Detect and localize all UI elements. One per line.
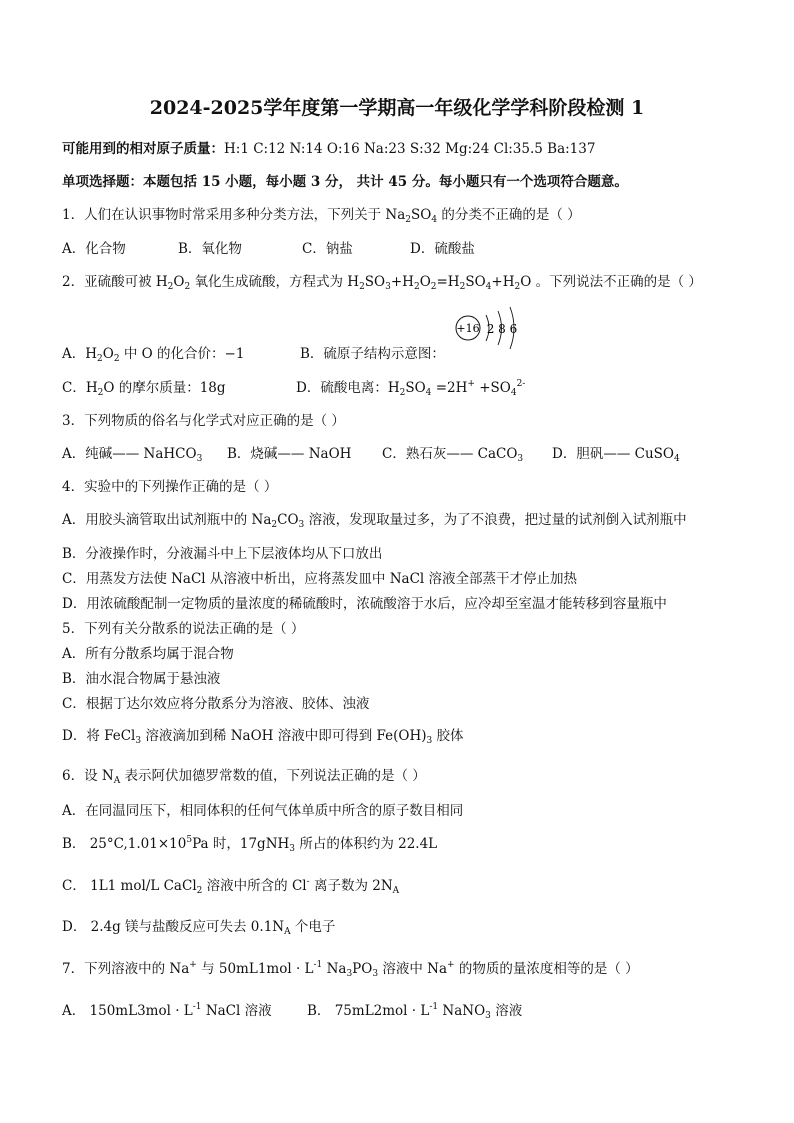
question-1-options — [62, 240, 475, 258]
question-7-options — [62, 1002, 522, 1020]
question-5-stem: 5．下列有关分散系的说法正确的是（ ） — [62, 621, 305, 637]
q5-option-d[interactable]: D．将 FeCl$_3$ 溶液滴加到稀 NaOH 溶液中即可得到 $Fe(OH)_3$ 胶体 — [62, 728, 464, 746]
q7-option-a[interactable]: A． $150mL3mol \cdot L^{-1}$ NaCl 溶液 — [62, 1002, 272, 1019]
question-6-stem: 6．设 $N_A$ 表示阿伏加德罗常数的值，下列说法正确的是（ ） — [62, 768, 426, 786]
q6-option-a[interactable]: A．在同温同压下，相同体积的任何气体单质中所含的原子数目相同 — [62, 803, 464, 819]
q1-option-b[interactable]: B．氧化物 — [178, 241, 242, 257]
q3-option-d[interactable]: D．胆矾—— CuSO$_4$ — [552, 446, 680, 464]
q3-option-c[interactable]: C．熟石灰—— CaCO$_3$ — [382, 446, 524, 464]
question-3-stem: 3．下列物质的俗名与化学式对应正确的是（ ） — [62, 413, 345, 429]
q6-option-b[interactable]: B． $25^\circ C,1.01\times 10^5Pa$ 时，17gNH$_3$ 所占的体积约为 22.4L — [62, 835, 438, 854]
question-2-stem: 2．亚硫酸可被 $H_2O_2$ 氧化生成硫酸，方程式为 $H_2SO_3+H_2O_2=H_2SO_4+H_2O$ 。下列说法不正确的是（ ） — [62, 274, 702, 292]
question-3-options — [62, 445, 680, 463]
sulfur-atom-diagram — [452, 303, 524, 353]
q7-option-b[interactable]: B． $75mL2mol \cdot L^{-1}$ NaNO$_3$ 溶液 — [307, 1002, 523, 1021]
q4-option-c[interactable]: C．用蒸发方法使 NaCl 从溶液中析出，应将蒸发皿中 NaCl 溶液全部蒸干才停止加热 — [62, 571, 578, 587]
q2-option-b[interactable]: B．硫原子结构示意图： — [300, 346, 445, 362]
question-2-options-cd — [62, 379, 525, 397]
q3-option-b[interactable]: B．烧碱—— NaOH — [227, 446, 352, 462]
atomic-mass-values: H:1 C:12 N:14 O:16 Na:23 S:32 Mg:24 Cl:35.5 Ba:137 — [224, 141, 596, 157]
q1-option-c[interactable]: C．钠盐 — [302, 241, 353, 257]
question-4-stem: 4．实验中的下列操作正确的是（ ） — [62, 479, 278, 495]
q1-option-d[interactable]: D．硫酸盐 — [410, 241, 475, 257]
q2-option-a[interactable]: A．$H_2O_2$ 中 O 的化合价：−1 — [62, 346, 245, 364]
q4-option-d[interactable]: D．用浓硫酸配制一定物质的量浓度的稀硫酸时，浓硫酸溶于水后，应冷却至室温才能转移到容量瓶中 — [62, 596, 667, 612]
q3-option-a[interactable]: A．纯碱—— NaHCO$_3$ — [62, 446, 203, 464]
q2-option-c[interactable]: C．$H_2O$ 的摩尔质量：18g — [62, 380, 226, 398]
section-heading: 单项选择题：本题包括 15 小题，每小题 3 分， 共计 45 分。每小题只有一个选项符合题意。 — [62, 174, 628, 190]
q1-option-a[interactable]: A．化合物 — [62, 241, 126, 257]
question-7-stem: 7．下列溶液中的 Na+ 与 $50mL1mol \cdot L^{-1}$ $Na_3PO_3$ 溶液中 Na+ 的物质的量浓度相等的是（ ） — [62, 960, 639, 979]
page-title: 2024-2025学年度第一学期高一年级化学学科阶段检测 1 — [149, 97, 645, 119]
q6-option-d[interactable]: D． 2.4g 镁与盐酸反应可失去 $0.1N_A$ 个电子 — [62, 919, 336, 937]
atom-nucleus-label: +16 — [456, 322, 480, 335]
atom-shell-electrons: 2 8 6 — [486, 322, 518, 336]
atomic-mass-line — [62, 140, 595, 158]
question-1-stem: 1．人们在认识事物时常采用多种分类方法，下列关于 $Na_2SO_4$ 的分类不正确的是（ ） — [62, 207, 581, 225]
q4-option-a[interactable]: A．用胶头滴管取出试剂瓶中的 $Na_2CO_3$ 溶液，发现取量过多，为了不浪费，把过量的试剂倒入试剂瓶中 — [62, 512, 687, 530]
question-2-options-ab — [62, 345, 445, 363]
q5-option-c[interactable]: C．根据丁达尔效应将分散系分为溶液、胶体、浊液 — [62, 696, 370, 712]
q6-option-c[interactable]: C． 1L1 mol/L CaCl$_2$ 溶液中所含的 Cl- 离子数为 $2N_A$ — [62, 877, 400, 896]
q2-option-d[interactable]: D．硫酸电离：$H_2SO_4 =2H^+ +SO_4^{2-}$ — [296, 379, 526, 398]
q5-option-a[interactable]: A．所有分散系均属于混合物 — [62, 646, 234, 662]
q4-option-b[interactable]: B．分液操作时，分液漏斗中上下层液体均从下口放出 — [62, 546, 383, 562]
q5-option-b[interactable]: B．油水混合物属于悬浊液 — [62, 671, 221, 687]
atomic-mass-label: 可能用到的相对原子质量： — [62, 141, 224, 157]
